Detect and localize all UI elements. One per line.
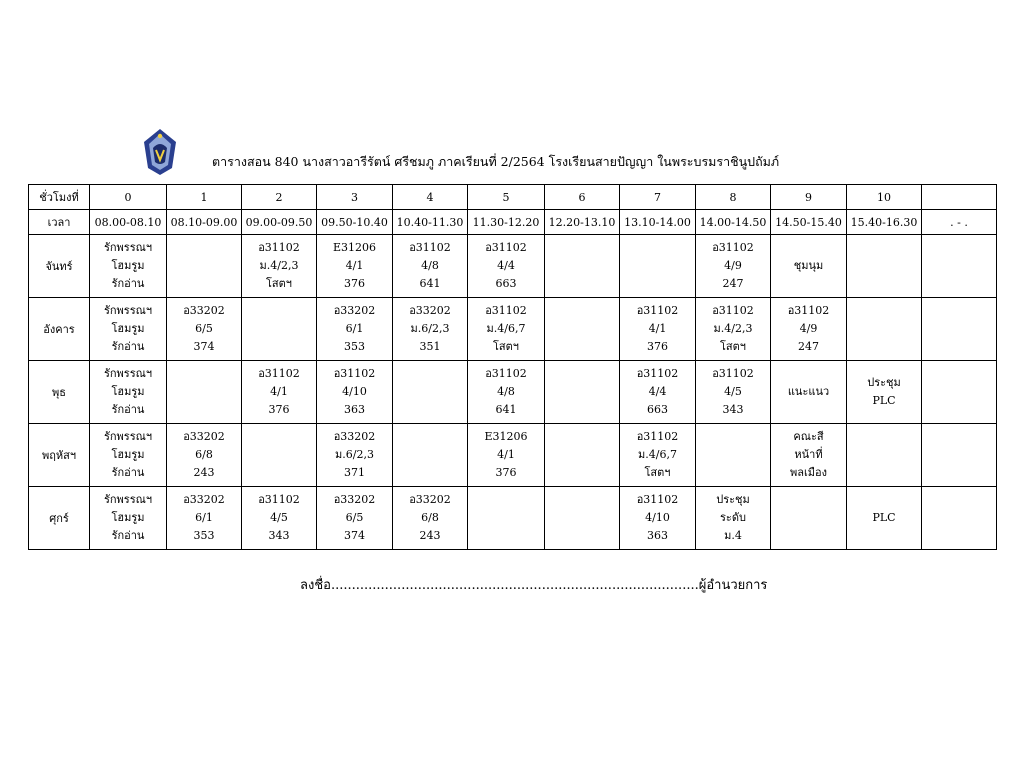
class-cell-line: หน้าที่: [794, 448, 823, 461]
class-cell-line: อ31102: [636, 367, 679, 380]
class-cell-line: 351: [419, 340, 441, 353]
homeroom-cell: [90, 487, 167, 550]
class-cell: [847, 424, 922, 487]
homeroom-cell: [90, 424, 167, 487]
homeroom-line: รักอ่าน: [111, 277, 145, 290]
class-cell-line: ระดับ: [720, 511, 746, 524]
homeroom-line: โฮมรูม: [111, 511, 145, 524]
day-name: พุธ: [29, 361, 90, 424]
class-cell: [922, 235, 997, 298]
class-cell: [317, 487, 393, 550]
class-cell-line: ม.4/2,3: [259, 259, 299, 272]
document-header: [140, 128, 1000, 188]
period-number: 1: [167, 185, 242, 210]
class-cell: [847, 298, 922, 361]
homeroom-line: รักอ่าน: [111, 403, 145, 416]
class-cell: [545, 424, 620, 487]
class-cell-line: 374: [193, 340, 215, 353]
class-cell-line: อ31102: [333, 367, 376, 380]
class-cell-line: อ31102: [787, 304, 830, 317]
period-header-label: ชั่วโมงที่: [29, 185, 90, 210]
class-cell: [242, 487, 317, 550]
class-cell-line: 4/8: [497, 385, 515, 398]
class-cell: [317, 235, 393, 298]
homeroom-line: รักพรรณฯ: [103, 430, 153, 443]
class-cell-line: 4/1: [648, 322, 667, 335]
class-cell-line: แนะแนว: [787, 385, 830, 398]
class-cell: [771, 424, 847, 487]
class-cell-line: 371: [344, 466, 365, 479]
time-slot: 11.30-12.20: [468, 210, 545, 235]
class-cell-line: อ33202: [183, 493, 225, 506]
class-cell: [545, 361, 620, 424]
period-number: 7: [620, 185, 696, 210]
period-number: 10: [847, 185, 922, 210]
class-cell: [242, 235, 317, 298]
class-cell-line: 4/9: [724, 259, 742, 272]
class-cell: [771, 235, 847, 298]
homeroom-line: รักอ่าน: [111, 466, 145, 479]
class-cell: [167, 487, 242, 550]
class-cell: [847, 487, 922, 550]
class-cell-line: อ31102: [712, 241, 754, 254]
class-cell-line: 4/4: [497, 259, 515, 272]
class-cell: [545, 235, 620, 298]
day-row: [29, 424, 997, 487]
class-cell: [922, 487, 997, 550]
period-number: [922, 185, 997, 210]
class-cell-line: 6/5: [195, 322, 213, 335]
homeroom-line: รักอ่าน: [111, 340, 145, 353]
class-cell-line: อ31102: [636, 304, 679, 317]
class-cell-line: อ33202: [333, 304, 376, 317]
class-cell-line: 4/10: [645, 511, 670, 524]
class-cell-line: โสตฯ: [720, 340, 746, 353]
time-header-label: เวลา: [29, 210, 90, 235]
class-cell-line: 6/1: [195, 511, 213, 524]
class-cell-line: 6/8: [421, 511, 439, 524]
time-slot: 10.40-11.30: [393, 210, 468, 235]
class-cell-line: 363: [647, 529, 668, 542]
class-cell-line: อ31102: [258, 367, 300, 380]
class-cell: [317, 361, 393, 424]
class-cell: [317, 298, 393, 361]
class-cell: [468, 361, 545, 424]
class-cell: [167, 298, 242, 361]
class-cell-line: 4/5: [270, 511, 288, 524]
period-number: 9: [771, 185, 847, 210]
class-cell: [847, 235, 922, 298]
class-cell: [167, 361, 242, 424]
homeroom-line: โฮมรูม: [111, 448, 145, 461]
class-cell-line: 6/1: [345, 322, 364, 335]
class-cell: [696, 235, 771, 298]
class-cell-line: อ31102: [636, 430, 679, 443]
class-cell-line: ประชุม: [716, 493, 750, 506]
period-row: [29, 185, 997, 210]
class-cell-line: ม.4/6,7: [486, 322, 526, 335]
homeroom-cell: [90, 235, 167, 298]
class-cell-line: อ31102: [712, 304, 754, 317]
class-cell-line: โสตฯ: [266, 277, 292, 290]
class-cell-line: อ33202: [183, 304, 225, 317]
class-cell: [922, 424, 997, 487]
class-cell-line: ประชุม: [867, 376, 901, 389]
class-cell-line: 4/1: [345, 259, 364, 272]
class-cell-line: 374: [344, 529, 365, 542]
class-cell-line: พลเมือง: [790, 466, 827, 479]
class-cell-line: ชุมนุม: [793, 259, 824, 272]
period-number: 3: [317, 185, 393, 210]
class-cell-line: 376: [495, 466, 517, 479]
time-row: [29, 210, 997, 235]
class-cell: [620, 361, 696, 424]
period-number: 4: [393, 185, 468, 210]
class-cell-line: อ31102: [409, 241, 451, 254]
period-number: 5: [468, 185, 545, 210]
class-cell: [393, 424, 468, 487]
class-cell-line: E31206: [484, 430, 528, 443]
class-cell-line: อ33202: [409, 304, 451, 317]
class-cell-line: คณะสี: [793, 430, 824, 443]
class-cell-line: อ31102: [485, 241, 527, 254]
day-row: [29, 298, 997, 361]
class-cell-line: 353: [193, 529, 215, 542]
class-cell-line: 343: [268, 529, 290, 542]
time-slot: 14.50-15.40: [771, 210, 847, 235]
class-cell-line: ม.6/2,3: [410, 322, 450, 335]
class-cell-line: ม.4/6,7: [638, 448, 677, 461]
class-cell-line: อ33202: [183, 430, 225, 443]
class-cell-line: 4/1: [270, 385, 288, 398]
timetable: [28, 184, 997, 550]
day-name: จันทร์: [29, 235, 90, 298]
homeroom-line: โฮมรูม: [111, 322, 145, 335]
time-slot: . - .: [922, 210, 997, 235]
class-cell: [620, 487, 696, 550]
time-slot: 14.00-14.50: [696, 210, 771, 235]
homeroom-cell: [90, 361, 167, 424]
class-cell-line: 363: [344, 403, 365, 416]
class-cell-line: 243: [419, 529, 441, 542]
class-cell-line: 641: [495, 403, 517, 416]
class-cell: [620, 235, 696, 298]
class-cell: [393, 487, 468, 550]
class-cell: [393, 361, 468, 424]
day-name: พฤหัสฯ: [29, 424, 90, 487]
class-cell-line: อ31102: [258, 241, 300, 254]
class-cell-line: โสตฯ: [493, 340, 519, 353]
period-number: 0: [90, 185, 167, 210]
class-cell: [468, 298, 545, 361]
period-number: 6: [545, 185, 620, 210]
day-name: ศุกร์: [29, 487, 90, 550]
class-cell-line: 641: [419, 277, 441, 290]
class-cell-line: 4/5: [724, 385, 742, 398]
day-row: [29, 235, 997, 298]
class-cell: [696, 298, 771, 361]
class-cell: [393, 235, 468, 298]
class-cell: [696, 487, 771, 550]
class-cell-line: 663: [495, 277, 517, 290]
class-cell-line: อ31102: [636, 493, 679, 506]
period-number: 8: [696, 185, 771, 210]
class-cell: [468, 424, 545, 487]
class-cell: [468, 487, 545, 550]
day-row: [29, 487, 997, 550]
class-cell-line: อ31102: [712, 367, 754, 380]
class-cell: [242, 298, 317, 361]
class-cell-line: 247: [798, 340, 819, 353]
class-cell: [771, 487, 847, 550]
time-slot: 09.00-09.50: [242, 210, 317, 235]
class-cell-line: PLC: [872, 511, 896, 524]
homeroom-line: รักพรรณฯ: [103, 304, 153, 317]
class-cell: [242, 361, 317, 424]
class-cell-line: อ33202: [409, 493, 451, 506]
class-cell-line: PLC: [872, 394, 896, 407]
class-cell-line: 4/9: [799, 322, 818, 335]
class-cell-line: 4/1: [497, 448, 515, 461]
homeroom-line: โฮมรูม: [111, 385, 145, 398]
class-cell: [696, 361, 771, 424]
class-cell-line: 6/8: [195, 448, 213, 461]
day-name: อังคาร: [29, 298, 90, 361]
class-cell-line: 6/5: [345, 511, 364, 524]
class-cell-line: ม.4: [724, 529, 742, 542]
class-cell: [167, 235, 242, 298]
homeroom-line: รักพรรณฯ: [103, 367, 153, 380]
class-cell-line: 353: [344, 340, 365, 353]
class-cell-line: โสตฯ: [644, 466, 671, 479]
class-cell: [317, 424, 393, 487]
class-cell-line: 4/10: [342, 385, 367, 398]
class-cell-line: อ31102: [485, 304, 527, 317]
class-cell-line: อ31102: [258, 493, 300, 506]
class-cell-line: 4/8: [421, 259, 439, 272]
class-cell-line: 663: [647, 403, 668, 416]
class-cell-line: 243: [193, 466, 215, 479]
class-cell-line: 376: [268, 403, 290, 416]
page-title: ตารางสอน 840 นางสาวอารีรัตน์ ศรีชมภู ภาคเรียนที่ 2/2564 โรงเรียนสายปัญญา ในพระบรมราชินูปถัมภ์: [212, 154, 780, 169]
class-cell: [922, 361, 997, 424]
class-cell: [696, 424, 771, 487]
class-cell: [545, 298, 620, 361]
class-cell-line: ม.6/2,3: [335, 448, 374, 461]
time-slot: 13.10-14.00: [620, 210, 696, 235]
class-cell-line: 376: [344, 277, 365, 290]
signature-line: ลงชื่อ.........................................................................................ผู้อำนวยการ: [300, 578, 768, 593]
class-cell-line: ม.4/2,3: [713, 322, 753, 335]
homeroom-line: โฮมรูม: [111, 259, 145, 272]
period-number: 2: [242, 185, 317, 210]
time-slot: 15.40-16.30: [847, 210, 922, 235]
homeroom-cell: [90, 298, 167, 361]
class-cell-line: 4/4: [648, 385, 667, 398]
class-cell: [771, 361, 847, 424]
day-row: [29, 361, 997, 424]
class-cell: [771, 298, 847, 361]
class-cell: [242, 424, 317, 487]
class-cell-line: E31206: [332, 241, 377, 254]
class-cell-line: อ31102: [485, 367, 527, 380]
class-cell: [393, 298, 468, 361]
class-cell: [545, 487, 620, 550]
class-cell: [847, 361, 922, 424]
class-cell: [468, 235, 545, 298]
class-cell: [922, 298, 997, 361]
homeroom-line: รักพรรณฯ: [103, 241, 153, 254]
school-emblem-icon: [140, 128, 180, 176]
class-cell-line: อ33202: [333, 493, 376, 506]
class-cell: [620, 298, 696, 361]
class-cell-line: 247: [722, 277, 744, 290]
class-cell-line: 376: [647, 340, 668, 353]
class-cell: [620, 424, 696, 487]
time-slot: 08.10-09.00: [167, 210, 242, 235]
class-cell: [167, 424, 242, 487]
homeroom-line: รักพรรณฯ: [103, 493, 153, 506]
time-slot: 09.50-10.40: [317, 210, 393, 235]
time-slot: 08.00-08.10: [90, 210, 167, 235]
homeroom-line: รักอ่าน: [111, 529, 145, 542]
time-slot: 12.20-13.10: [545, 210, 620, 235]
class-cell-line: 343: [722, 403, 744, 416]
class-cell-line: อ33202: [333, 430, 376, 443]
